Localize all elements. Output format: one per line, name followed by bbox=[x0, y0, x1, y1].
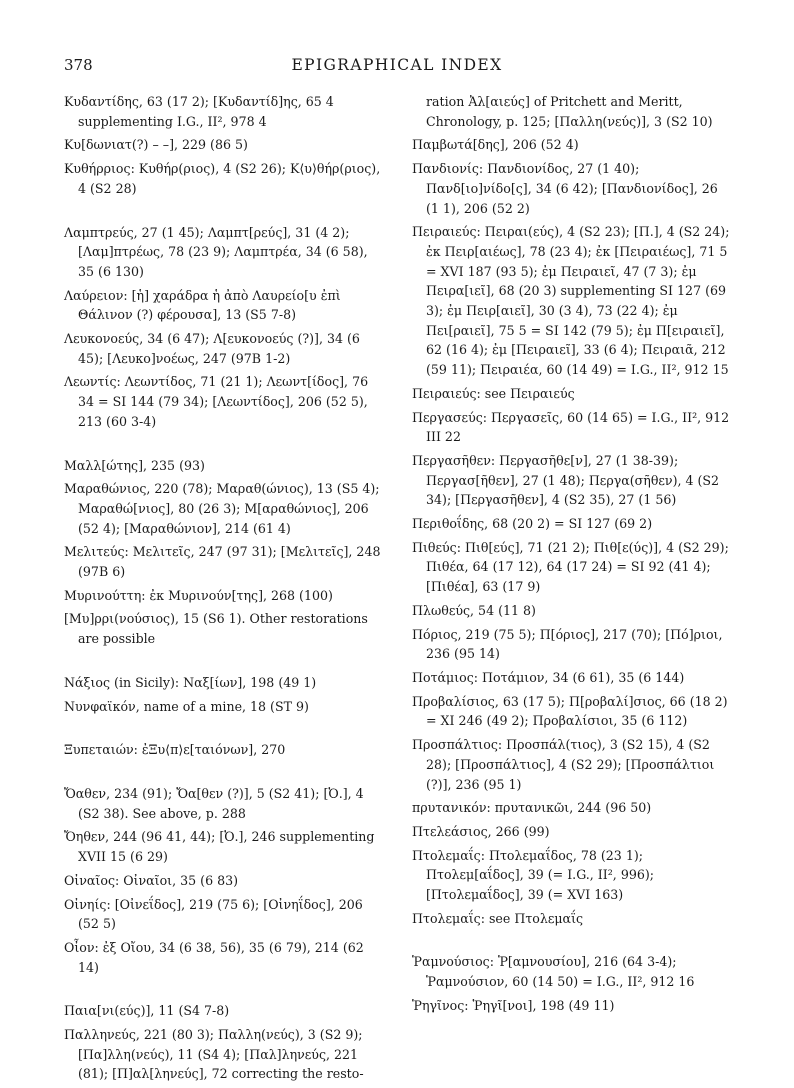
index-entry: Μαλλ[ώτης], 235 (93) bbox=[64, 457, 205, 473]
index-entry: Παμβωτά[δης], 206 (52 4) bbox=[412, 137, 579, 153]
index-entry: Περιθοΐδης, 68 (20 2) = SI 127 (69 2) bbox=[412, 516, 653, 532]
section-gap bbox=[64, 764, 382, 784]
right-column bbox=[412, 92, 730, 1020]
index-entry: Μελιτεύς: Μελιτεῖς, 247 (97 31); [Μελιτεῖς], 248 (97B 6) bbox=[64, 544, 381, 580]
index-entry: Πτελεάσιος, 266 (99) bbox=[412, 823, 550, 839]
index-entry: Πλωθεύς, 54 (11 8) bbox=[412, 602, 536, 618]
index-entry: Μυρινούττη: ἐκ Μυρινούν[της], 268 (100) bbox=[64, 587, 333, 603]
running-head: EPIGRAPHICAL INDEX bbox=[291, 56, 503, 74]
section-gap bbox=[64, 203, 382, 223]
index-entry: Λαμπτρεύς, 27 (1 45); Λαμπτ[ρεύς], 31 (4 2); [Λαμ]πτρέως, 78 (23 9); Λαμπτρέα, 34 (6 58), 35 (6 130) bbox=[64, 224, 368, 279]
index-entry: [Μυ]ρρι(νούσιος), 15 (S6 1). Other restorations are possible bbox=[64, 611, 368, 647]
index-entry: πρυτανικόν: πρυτανικῶι, 244 (96 50) bbox=[412, 800, 652, 816]
index-entry: Ποτάμιος: Ποτάμιον, 34 (6 61), 35 (6 144) bbox=[412, 669, 685, 685]
page-header bbox=[64, 56, 730, 80]
index-entry: Παλληνεύς, 221 (80 3); Παλλη(νεύς), 3 (S2 9); [Πα]λλη(νεύς), 11 (S4 4); [Παλ]ληνεύς, 221 (81); [Π]αλ[ληνεύς], 72 correcting the resto- bbox=[64, 1027, 364, 1082]
index-entry: ration Ἀλ[αιεύς] of Pritchett and Meritt, Chronology, p. 125; [Παλλη(νεύς)], 3 (S2 10) bbox=[426, 94, 713, 129]
index-entry: Ῥηγῖνος: Ῥηγῖ[νοι], 198 (49 11) bbox=[412, 997, 615, 1013]
index-entry: Περγασῆθεν: Περγασῆθε[ν], 27 (1 38-39); Περγασ[ῆθεν], 27 (1 48); Περγα(σῆθεν), 4 (S2 34); [Περγασῆθεν], 4 (S2 35), 27 (1 56) bbox=[412, 452, 720, 508]
index-entry: Λαύρειον: [ἡ] χαράδρα ἡ ἀπὸ Λαυρείο[υ ἐπὶ Θάλινον (?) φέρουσα], 13 (S5 7-8) bbox=[64, 287, 341, 323]
index-entry: Πειραιεύς: Πειραι(εύς), 4 (S2 23); [Π.], 4 (S2 24); ἐκ Πειρ[αιέως], 78 (23 4); ἐκ [Πειραιέως], 71 5 = XVI 187 (93 5); ἐμ Πειραιεῖ, 47 (7 3); ἐμ Πειρα[ιεῖ], 68 (20 3) supplementing SI 127 (69 3); ἐμ Πειρ[αιεῖ], 30 (3 4), 73 (22 4); ἐμ Πει[ραιεῖ], 75 5 = SI 142 (79 5); ἐμ Π[ειραιεῖ], 62 (16 4); ἐμ [Πειραιεῖ], 33 (6 4); Πειραιᾶ, 212 (59 11); Πειραιέα, 60 (14 49) = I.G., II², 912 15 bbox=[412, 224, 730, 378]
index-entry: Ῥαμνούσιος: Ῥ[αμνουσίου], 216 (64 3-4); Ῥαμνούσιον, 60 (14 50) = I.G., II², 912 16 bbox=[412, 954, 695, 990]
index-entry: Προσπάλτιος: Προσπάλ(τιος), 3 (S2 15), 4 (S2 28); [Προσπάλτιος], 4 (S2 29); [Προσπάλτιοι (?)], 236 (95 1) bbox=[412, 737, 715, 792]
index-entry: Πτολεμαΐς: Πτολεμαΐδος, 78 (23 1); Πτολεμ[αΐδος], 39 (= I.G., II², 996); [Πτολεμαΐδος], 39 (= XVI 163) bbox=[412, 847, 655, 903]
index-entry: Λευκονοεύς, 34 (6 47); Λ[ευκονοεύς (?)], 34 (6 45); [Λευκο]νοέως, 247 (97B 1-2) bbox=[64, 331, 360, 366]
section-gap bbox=[412, 932, 730, 952]
section-gap bbox=[64, 720, 382, 740]
index-entry: Κυ[δωνιατ(?) – –], 229 (86 5) bbox=[64, 137, 248, 153]
index-entry: Κυθήρριος: Κυθήρ(ριος), 4 (S2 26); Κ⟨υ⟩θήρ(ριος), 4 (S2 28) bbox=[64, 161, 381, 196]
section-gap bbox=[64, 981, 382, 1001]
index-entry: Νάξιος (in Sicily): Ναξ[ίων], 198 (49 1) bbox=[64, 674, 317, 690]
index-entry: Πειραιεύς: see Πειραιεύς bbox=[412, 385, 575, 401]
index-entry: Ὄαθεν, 234 (91); Ὄα[θεν (?)], 5 (S2 41); [Ὀ.], 4 (S2 38). See above, p. 288 bbox=[64, 785, 364, 821]
section-gap bbox=[64, 653, 382, 673]
index-entry: Οἰνηίς: [Οἰνεΐδος], 219 (75 6); [Οἰνηΐδος], 206 (52 5) bbox=[64, 896, 363, 932]
index-entry: Περγασεύς: Περγασεῖς, 60 (14 65) = I.G., II², 912 III 22 bbox=[412, 409, 730, 445]
section-gap bbox=[64, 436, 382, 456]
index-entry: Ὄηθεν, 244 (96 41, 44); [Ὀ.], 246 supplementing XVII 15 (6 29) bbox=[64, 829, 375, 865]
index-entry: Πιθεύς: Πιθ[εύς], 71 (21 2); Πιθ[ε(ύς)], 4 (S2 29); Πιθέα, 64 (17 12), 64 (17 24) = SI 92 (41 4); [Πιθέα], 63 (17 9) bbox=[412, 539, 729, 595]
index-entry: Νυνφαϊκόν, name of a mine, 18 (ST 9) bbox=[64, 698, 309, 714]
index-entry: Πανδιονίς: Πανδιονίδος, 27 (1 40); Πανδ[ιο]νίδο[ς], 34 (6 42); [Πανδιονίδος], 26 (1 1), 206 (52 2) bbox=[412, 161, 718, 216]
index-entry: Πτολεμαΐς: see Πτολεμαΐς bbox=[412, 910, 584, 926]
index-entry: Μαραθώνιος, 220 (78); Μαραθ(ώνιος), 13 (S5 4); Μαραθώ[νιος], 80 (26 3); Μ[αραθώνιος], 206 (52 4); [Μαραθώνιον], 214 (61 4) bbox=[64, 481, 380, 536]
index-entry: Πόριος, 219 (75 5); Π[όριος], 217 (70); [Πό]ριοι, 236 (95 14) bbox=[412, 626, 723, 662]
index-entry: Παια[νι(εύς)], 11 (S4 7-8) bbox=[64, 1003, 230, 1019]
index-entry: Οἶον: ἐξ Οἴου, 34 (6 38, 56), 35 (6 79), 214 (62 14) bbox=[64, 939, 364, 975]
page-number: 378 bbox=[64, 56, 93, 74]
index-entry: Λεωντίς: Λεωντίδος, 71 (21 1); Λεωντ[ίδος], 76 34 = SI 144 (79 34); [Λεωντίδος], 206 (52 5), 213 (60 3-4) bbox=[64, 374, 369, 429]
index-entry: Κυδαντίδης, 63 (17 2); [Κυδαντίδ]ης, 65 4 supplementing I.G., II², 978 4 bbox=[64, 94, 334, 129]
index-entry: Ξυπεταιών: ἐΞυ⟨π⟩ε[ταιόνων], 270 bbox=[64, 742, 286, 758]
index-entry: Προβαλίσιος, 63 (17 5); Π[ροβαλί]σιος, 66 (18 2) = XI 246 (49 2); Προβαλίσιοι, 35 (6 112) bbox=[412, 693, 728, 729]
index-entry: Οἰναῖος: Οἰναῖοι, 35 (6 83) bbox=[64, 872, 239, 888]
left-column bbox=[64, 92, 382, 1088]
